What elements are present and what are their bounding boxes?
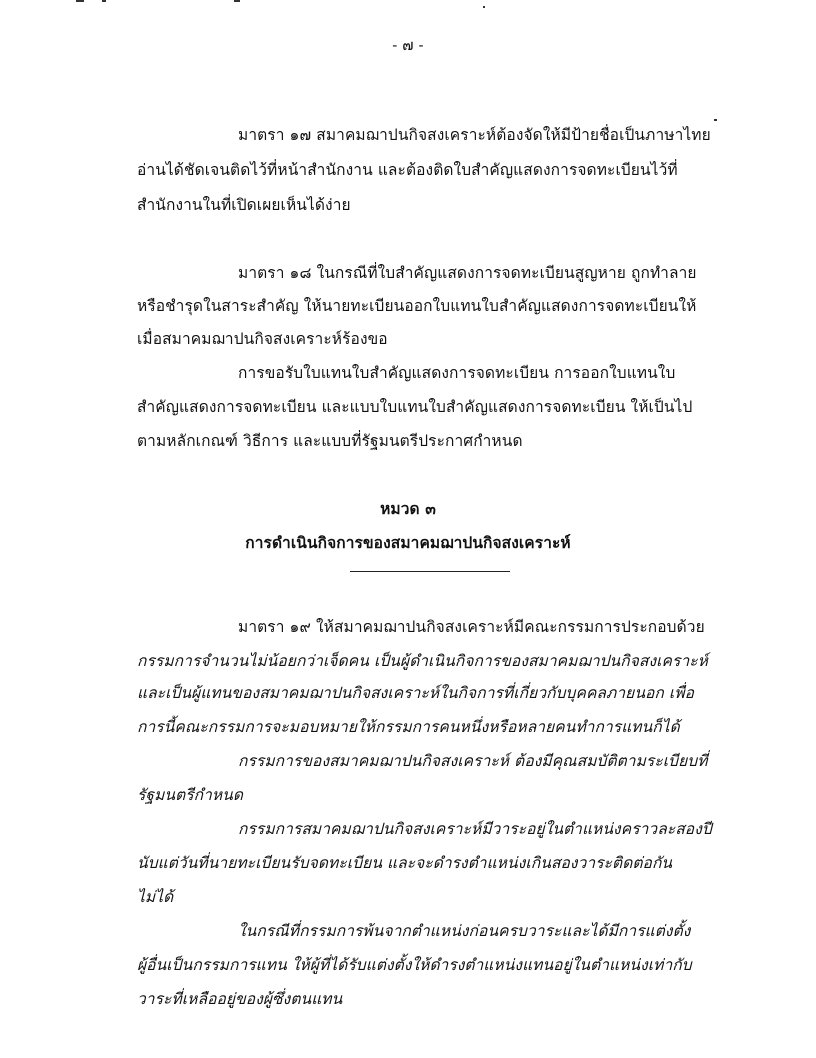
paragraph-line: สำนักงานในที่เปิดเผยเห็นได้ง่าย [137,196,351,214]
paragraph-line: ผู้อื่นเป็นกรรมการแทน ให้ผู้ที่ได้รับแต่งตั้งให้ดำรงตำแหน่งแทนอยู่ในตำแหน่งเท่ากับ [137,956,692,974]
scan-speck [76,0,84,2]
chapter-title: การดำเนินกิจการของสมาคมฌาปนกิจสงเคราะห์ [245,533,571,552]
paragraph-line: นับแต่วันที่นายทะเบียนรับจดทะเบียน และจะดำรงตำแหน่งเกินสองวาระติดต่อกัน [137,854,673,872]
paragraph-line: สำคัญแสดงการจดทะเบียน และแบบใบแทนใบสำคัญแสดงการจดทะเบียน ให้เป็นไป [137,398,693,416]
paragraph-line: การนี้คณะกรรมการจะมอบหมายให้กรรมการคนหนึ่งหรือหลายคนทำการแทนก็ได้ [137,718,680,736]
paragraph-line: การขอรับใบแทนใบสำคัญแสดงการจดทะเบียน การออกใบแทนใบ [238,364,676,382]
section-19-lead: มาตรา ๑๙ ให้สมาคมฌาปนกิจสงเคราะห์มีคณะกรรมการประกอบด้วย [238,618,705,636]
chapter-number: หมวด ๓ [380,499,436,518]
paragraph-line: ในกรณีที่กรรมการพ้นจากตำแหน่งก่อนครบวาระและได้มีการแต่งตั้ง [238,922,691,940]
page-number: - ๗ - [392,36,424,54]
heading-underline [350,571,510,572]
paragraph-line: หรือชำรุดในสาระสำคัญ ให้นายทะเบียนออกใบแทนใบสำคัญแสดงการจดทะเบียนให้ [137,297,697,315]
paragraph-line: อ่านได้ชัดเจนติดไว้ที่หน้าสำนักงาน และต้องติดใบสำคัญแสดงการจดทะเบียนไว้ที่ [137,161,678,179]
paragraph-line: กรรมการสมาคมฌาปนกิจสงเคราะห์มีวาระอยู่ในตำแหน่งคราวละสองปี [238,820,712,838]
paragraph-line: เมื่อสมาคมฌาปนกิจสงเคราะห์ร้องขอ [137,330,388,348]
paragraph-line: มาตรา ๑๗ สมาคมฌาปนกิจสงเคราะห์ต้องจัดให้มีป้ายชื่อเป็นภาษาไทย [238,126,711,144]
paragraph-line: ไม่ได้ [137,888,174,906]
scan-speck [102,0,106,2]
scan-speck [483,6,485,8]
paragraph-line: กรรมการของสมาคมฌาปนกิจสงเคราะห์ ต้องมีคุณสมบัติตามระเบียบที่ [238,752,708,770]
paragraph-line: วาระที่เหลืออยู่ของผู้ซึ่งตนแทน [137,990,343,1008]
scan-speck [714,119,717,121]
paragraph-line [238,616,705,638]
paragraph-line: ตามหลักเกณฑ์ วิธีการ และแบบที่รัฐมนตรีประกาศกำหนด [137,432,523,450]
scan-speck [234,0,240,2]
paragraph-line: มาตรา ๑๘ ในกรณีที่ใบสำคัญแสดงการจดทะเบียนสูญหาย ถูกทำลาย [238,264,697,282]
paragraph-line: และเป็นผู้แทนของสมาคมฌาปนกิจสงเคราะห์ในกิจการที่เกี่ยวกับบุคคลภายนอก เพื่อ [137,684,695,702]
paragraph-line: กรรมการจำนวนไม่น้อยกว่าเจ็ดคน เป็นผู้ดำเนินกิจการของสมาคมฌาปนกิจสงเคราะห์ [137,652,708,670]
paragraph-line: รัฐมนตรีกำหนด [137,786,244,804]
